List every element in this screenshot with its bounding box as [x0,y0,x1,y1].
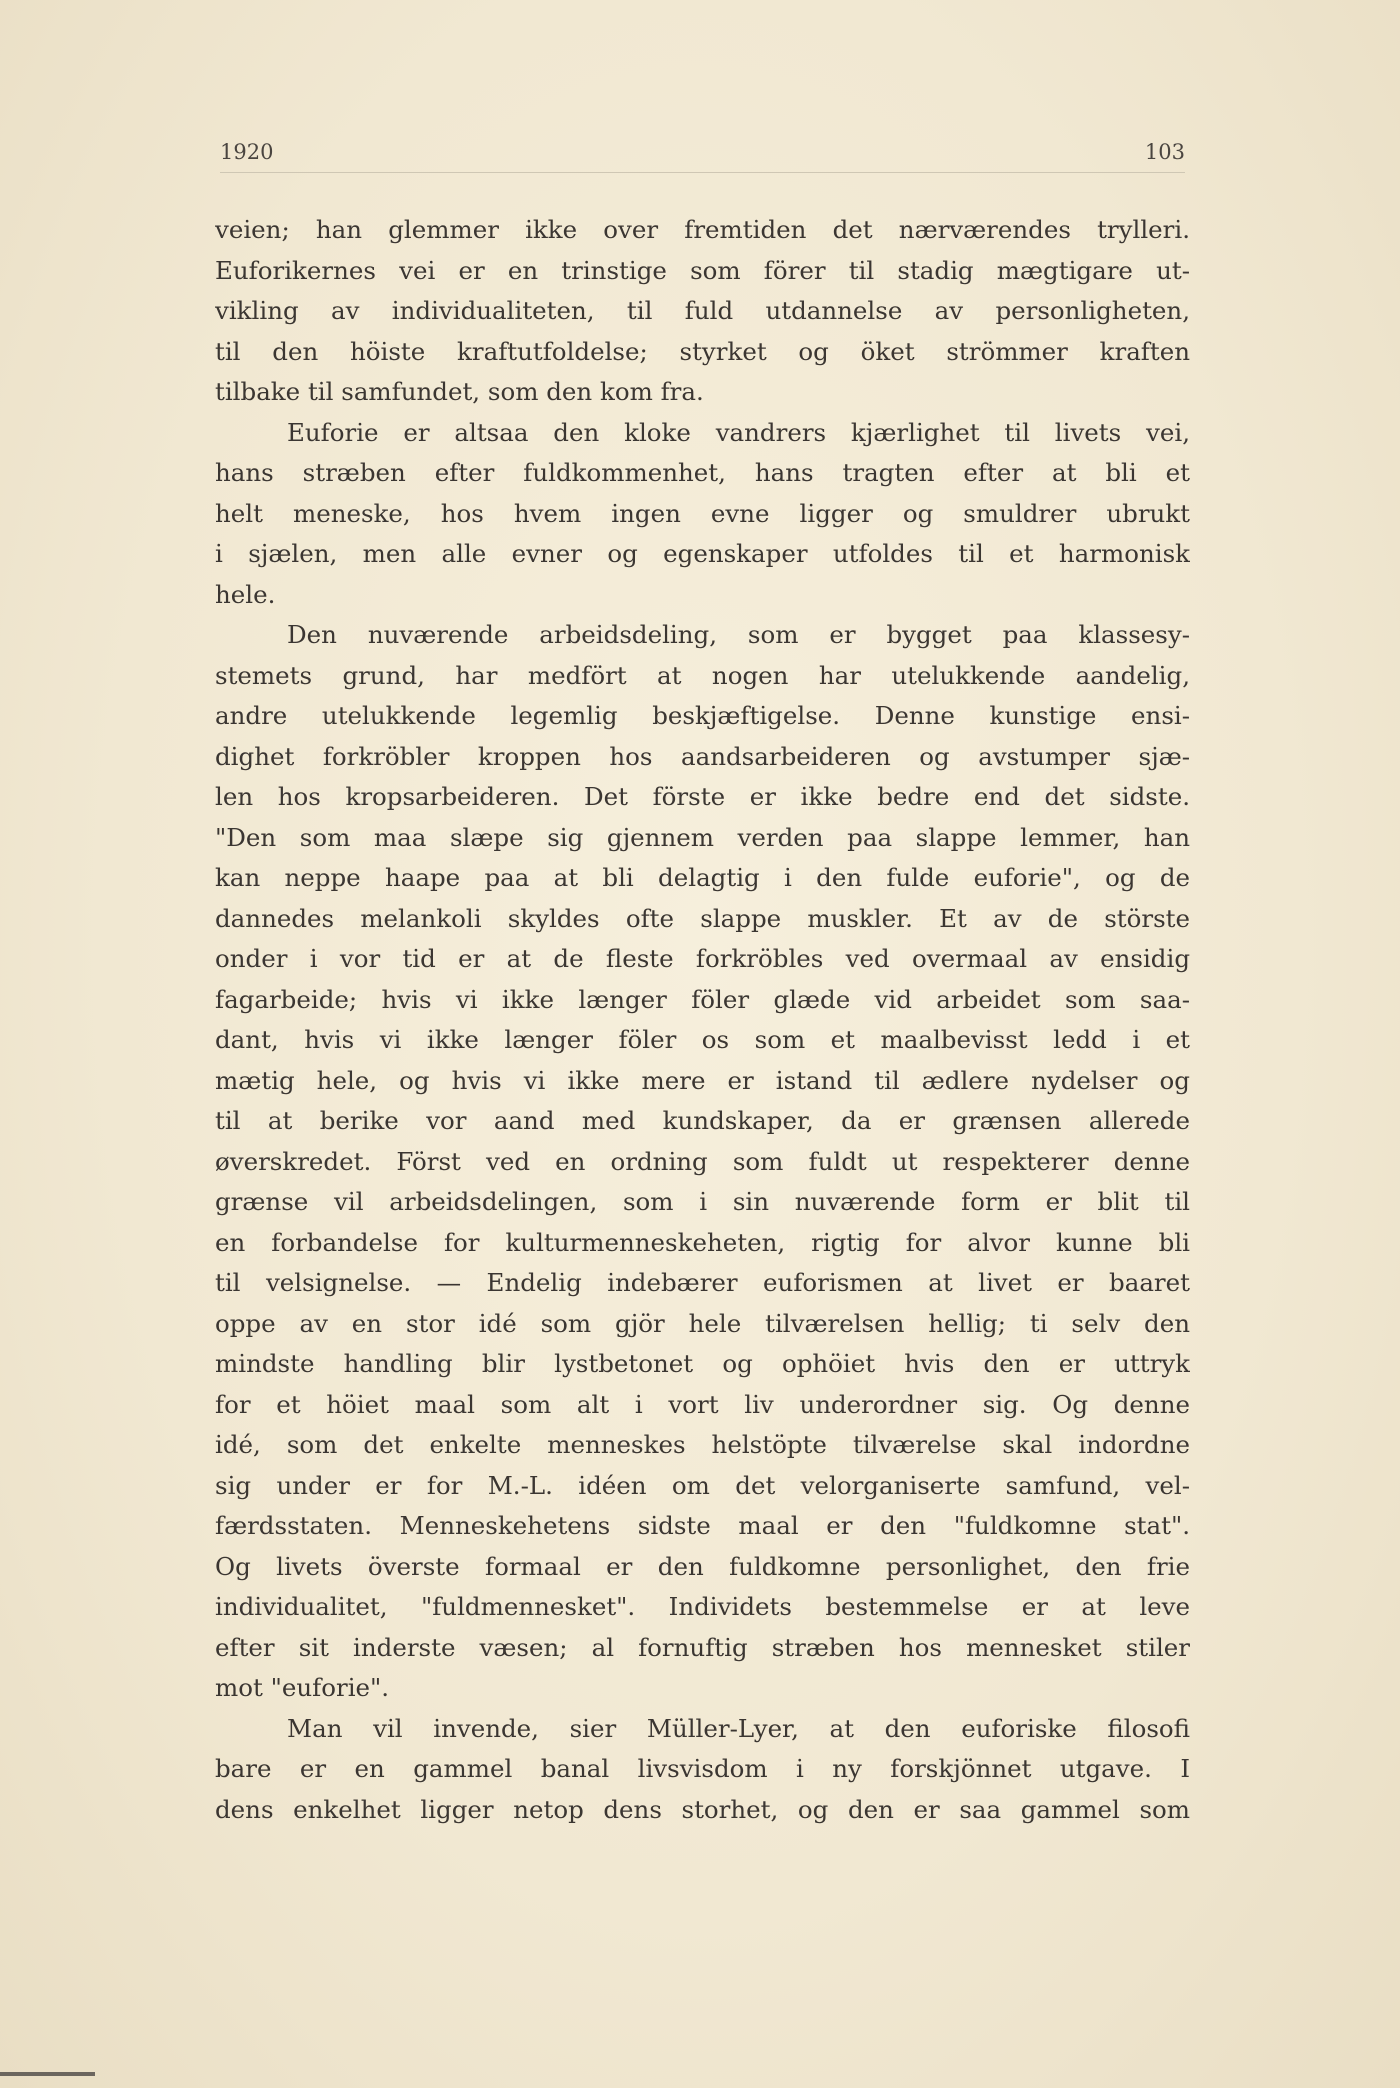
text-line: helt meneske, hos hvem ingen evne ligger og smuldrer ubrukt [215,498,1190,528]
running-header [220,134,1185,174]
page-number: 103 [1144,140,1185,164]
text-line: for et höiet maal som alt i vort liv underordner sig. Og denne [215,1389,1190,1419]
text-line: efter sit inderste væsen; al fornuftig stræben hos mennesket stiler [215,1632,1190,1662]
header-year: 1920 [220,140,274,164]
paragraph-start-line: Den nuværende arbeidsdeling, som er bygget paa klassesy- [287,620,1190,649]
text-line: til at berike vor aand med kundskaper, da er grænsen allerede [215,1106,1190,1135]
text-line: oppe av en stor idé som gjör hele tilværelsen hellig; ti selv den [215,1308,1190,1338]
text-line: len hos kropsarbeideren. Det förste er ikke bedre end det sidste. [215,782,1190,811]
text-line: dighet forkröbler kroppen hos aandsarbeideren og avstumper sjæ- [215,741,1190,771]
text-line: idé, som det enkelte menneskes helstöpte tilværelse skal indordne [215,1430,1190,1459]
text-line: stemets grund, har medfört at nogen har utelukkende aandelig, [215,660,1190,690]
text-line: hans stræben efter fuldkommenhet, hans tragten efter at bli et [215,458,1190,487]
text-line: fagarbeide; hvis vi ikke længer föler glæde vid arbeidet som saa- [215,984,1190,1014]
text-line: færdsstaten. Menneskehetens sidste maal er den "fuldkomne stat". [215,1511,1190,1540]
text-line: mætig hele, og hvis vi ikke mere er istand til ædlere nydelser og [215,1065,1190,1095]
text-line: dannedes melankoli skyldes ofte slappe muskler. Et av de störste [215,903,1190,933]
body-text [215,210,1190,1830]
text-line: grænse vil arbeidsdelingen, som i sin nuværende form er blit til [215,1187,1190,1216]
paragraph-start-line: Man vil invende, sier Müller-Lyer, at den euforiske filosofi [287,1713,1190,1743]
text-line: veien; han glemmer ikke over fremtiden det nærværendes trylleri. [215,215,1190,244]
header-rule [220,172,1185,173]
text-line: hele. [215,579,276,609]
text-line: en forbandelse for kulturmenneskeheten, rigtig for alvor kunne bli [215,1227,1190,1257]
text-line: i sjælen, men alle evner og egenskaper utfoldes til et harmonisk [215,539,1190,568]
text-line: "Den som maa slæpe sig gjennem verden paa slappe lemmer, han [215,822,1190,852]
text-line: vikling av individualiteten, til fuld utdannelse av personligheten, [215,296,1190,325]
text-line: andre utelukkende legemlig beskjæftigelse. Denne kunstige ensi- [215,701,1190,730]
text-line: Og livets överste formaal er den fuldkomne personlighet, den frie [215,1551,1190,1581]
text-line: dens enkelhet ligger netop dens storhet, og den er saa gammel som [215,1794,1190,1824]
text-line: mindste handling blir lystbetonet og ophöiet hvis den er uttryk [215,1349,1190,1378]
text-line: øverskredet. Först ved en ordning som fuldt ut respekterer denne [215,1146,1190,1176]
text-line: til den höiste kraftutfoldelse; styrket og öket strömmer kraften [215,336,1190,366]
text-line: kan neppe haape paa at bli delagtig i den fulde euforie", og de [215,863,1190,892]
text-line: til velsignelse. — Endelig indebærer euforismen at livet er baaret [215,1268,1190,1297]
text-line: bare er en gammel banal livsvisdom i ny forskjönnet utgave. I [215,1754,1190,1783]
text-line: mot "euforie". [215,1673,390,1702]
text-line: onder i vor tid er at de fleste forkröbles ved overmaal av ensidig [215,944,1190,973]
paragraph-start-line: Euforie er altsaa den kloke vandrers kjærlighet til livets vei, [287,417,1190,447]
text-line: individualitet, "fuldmennesket". Individets bestemmelse er at leve [215,1592,1190,1621]
text-line: dant, hvis vi ikke længer föler os som et maalbevisst ledd i et [215,1025,1190,1054]
text-line: sig under er for M.-L. idéen om det velorganiserte samfund, vel- [215,1470,1190,1500]
scan-edge-mark [0,2072,95,2076]
text-line: Euforikernes vei er en trinstige som förer til stadig mægtigare ut- [215,255,1190,285]
text-line: tilbake til samfundet, som den kom fra. [215,377,704,406]
